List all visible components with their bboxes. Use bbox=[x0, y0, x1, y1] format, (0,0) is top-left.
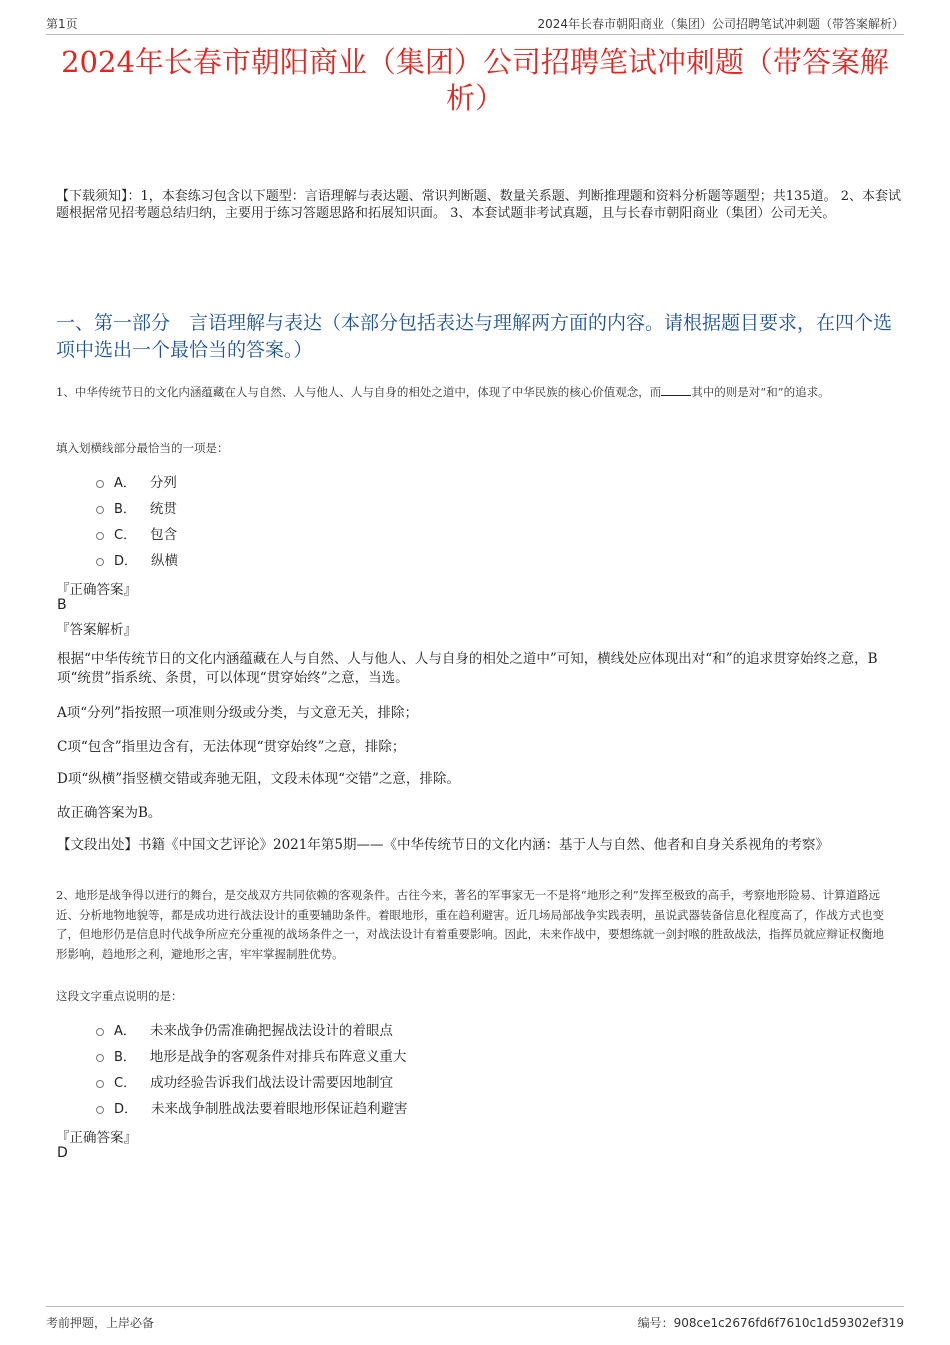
option-c[interactable] bbox=[96, 520, 178, 546]
option-letter: D． bbox=[114, 553, 138, 569]
question-1-text-before: 1、中华传统节日的文化内涵蕴藏在人与自然、人与他人、人与自身的相处之道中，体现了中华民族的核心价值观念，而 bbox=[56, 385, 662, 399]
radio-icon[interactable] bbox=[96, 558, 104, 566]
correct-answer: D bbox=[57, 1145, 68, 1161]
page-number: 第1页 bbox=[46, 17, 78, 31]
option-a[interactable] bbox=[96, 1016, 408, 1042]
document-id: 编号：908ce1c2676fd6f7610c1d59302ef319 bbox=[637, 1316, 904, 1330]
analysis-paragraph: C项“包含”指里边含有，无法体现“贯穿始终”之意，排除； bbox=[57, 739, 406, 755]
radio-icon[interactable] bbox=[96, 1080, 104, 1088]
header-doc-title: 2024年长春市朝阳商业（集团）公司招聘笔试冲刺题（带答案解析） bbox=[537, 17, 904, 31]
option-letter: A． bbox=[114, 475, 136, 491]
page-footer bbox=[46, 1306, 904, 1329]
question-1-options bbox=[96, 468, 178, 572]
option-d[interactable] bbox=[96, 546, 178, 572]
radio-icon[interactable] bbox=[96, 1054, 104, 1062]
option-letter: A． bbox=[114, 1023, 136, 1039]
option-text: 未来战争仍需准确把握战法设计的着眼点 bbox=[149, 1023, 393, 1039]
option-text: 统贯 bbox=[149, 501, 177, 517]
option-b[interactable] bbox=[96, 494, 178, 520]
option-letter: B． bbox=[114, 501, 136, 517]
correct-answer-label: 『正确答案』 bbox=[56, 582, 137, 598]
option-letter: C． bbox=[114, 1075, 137, 1091]
radio-icon[interactable] bbox=[96, 480, 104, 488]
page-header bbox=[46, 14, 904, 35]
option-d[interactable] bbox=[96, 1094, 408, 1120]
radio-icon[interactable] bbox=[96, 532, 104, 540]
question-1-stem bbox=[56, 384, 872, 401]
option-text: 包含 bbox=[150, 527, 178, 543]
option-text: 地形是战争的客观条件对排兵布阵意义重大 bbox=[149, 1049, 407, 1065]
analysis-paragraph: 根据“中华传统节日的文化内涵蕴藏在人与自然、人与他人、人与自身的相处之道中”可知，横线处应体现出对“和”的追求贯穿始终之意，B项“统贯”指系统、条贯，可以体现“贯穿始终”之意，当选。 bbox=[57, 651, 878, 686]
question-1-text-after: 其中的则是对“和”的追求。 bbox=[691, 385, 830, 399]
analysis-label: 『答案解析』 bbox=[56, 622, 137, 638]
download-notice: 【下载须知】：1，本套练习包含以下题型：言语理解与表达题、常识判断题、数量关系题、判断推理题和资料分析题等题型；共135道。 2、本套试题根据常见招考题总结归纳，主要用于练习答题思路和拓展知识面。 3、本套试题非考试真题，且与长春市朝阳商业（集团）公司无关。 bbox=[56, 189, 901, 221]
analysis-paragraph: D项“纵横”指竖横交错或奔驰无阻，文段未体现“交错”之意，排除。 bbox=[57, 771, 460, 787]
option-text: 未来战争制胜战法要着眼地形保证趋利避害 bbox=[151, 1101, 408, 1117]
radio-icon[interactable] bbox=[96, 1106, 104, 1114]
question-2-prompt: 这段文字重点说明的是： bbox=[56, 989, 183, 1003]
question-2-stem: 2、地形是战争得以进行的舞台，是交战双方共同依赖的客观条件。古往今来，著名的军事家无一不是将“地形之利”发挥至极致的高手，考察地形险易、计算道路远近、分析地物地貌等，都是成功进行战法设计的重要辅助条件。着眼地形，重在趋利避害。近几场局部战争实践表明，虽说武器装备信息化程度高了，作战方式也变了，但地形仍是信息时代战争所应充分重视的战场条件之一，对战法设计有着重要影响。因此，未来作战中，要想练就一剑封喉的胜敌战法，指挥员就应辩证权衡地形影响，趋地形之利，避地形之害，牢牢掌握制胜优势。 bbox=[56, 888, 884, 961]
question-1-prompt: 填入划横线部分最恰当的一项是： bbox=[56, 441, 229, 455]
radio-icon[interactable] bbox=[96, 506, 104, 514]
document-title: 2024年长春市朝阳商业（集团）公司招聘笔试冲刺题（带答案解析） bbox=[61, 45, 889, 115]
option-letter: B． bbox=[114, 1049, 136, 1065]
footer-slogan: 考前押题，上岸必备 bbox=[46, 1316, 155, 1330]
correct-answer-label: 『正确答案』 bbox=[56, 1130, 137, 1146]
option-c[interactable] bbox=[96, 1068, 408, 1094]
analysis-paragraph: 故正确答案为B。 bbox=[57, 805, 162, 821]
option-b[interactable] bbox=[96, 1042, 408, 1068]
correct-answer: B bbox=[57, 597, 67, 613]
option-a[interactable] bbox=[96, 468, 178, 494]
section-heading: 一、第一部分 言语理解与表达（本部分包括表达与理解两方面的内容。请根据题目要求，在四个选项中选出一个最恰当的答案。） bbox=[56, 312, 893, 361]
source-citation: 【文段出处】书籍《中国文艺评论》2021年第5期——《中华传统节日的文化内涵：基于人与自然、他者和自身关系视角的考察》 bbox=[57, 837, 829, 853]
option-text: 分列 bbox=[149, 475, 177, 491]
analysis-paragraph: A项“分列”指按照一项准则分级或分类，与文意无关，排除； bbox=[57, 705, 419, 721]
option-text: 纵横 bbox=[151, 553, 179, 569]
option-letter: C． bbox=[114, 527, 137, 543]
fill-blank bbox=[661, 384, 691, 396]
option-letter: D． bbox=[114, 1101, 138, 1117]
option-text: 成功经验告诉我们战法设计需要因地制宜 bbox=[150, 1075, 394, 1091]
radio-icon[interactable] bbox=[96, 1028, 104, 1036]
question-2-options bbox=[96, 1016, 408, 1120]
